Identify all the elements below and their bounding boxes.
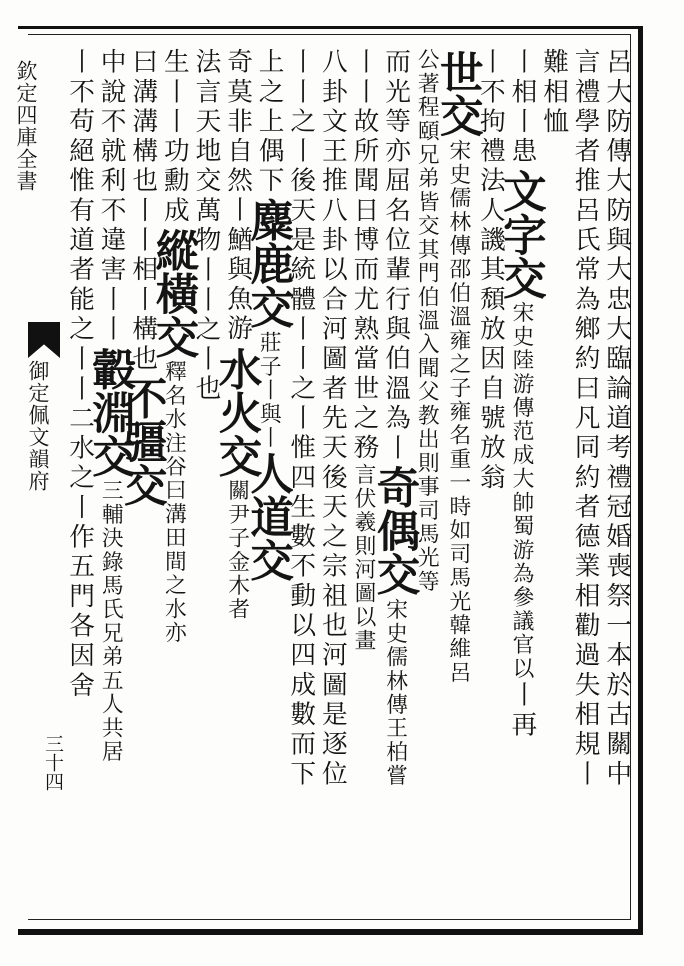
text-segment: 曰溝溝構也丨丨相丨構也 (127, 48, 158, 375)
headword: 轂淵交 (85, 346, 137, 478)
fishtail-margin (0, 30, 64, 930)
text-segment: 法言天地交萬物 (190, 48, 221, 256)
text-segment: 宋史儒林傳邵伯溫雍之子雍名重一時如司馬光韓維呂 (445, 138, 471, 685)
text-segment: 奇莫非自然 (222, 48, 253, 197)
fishtail-mark (28, 322, 60, 358)
text-segment: 言伏羲則河圖以畫 (351, 463, 377, 653)
text-segment: 丨丨故所聞日博而尤熟當世之務 (348, 48, 379, 464)
headword: 縱橫交 (148, 227, 200, 359)
page-number: 三十四 (42, 734, 64, 791)
text-segment: 宋史儒林傳王柏嘗 (382, 597, 408, 788)
headword: 水火交 (211, 346, 263, 478)
text-segment: 三輔決錄馬氏兄弟五人共居 (98, 479, 124, 764)
text-segment: 中說不就利不違害丨丨 (96, 48, 127, 345)
book-title: 欽定四庫全書 (14, 60, 38, 192)
text-column (59, 48, 99, 918)
text-segment: 丨不拘禮法人譏其頹放因自號放翁 (475, 48, 506, 493)
book-title-column (6, 60, 46, 320)
text-segment: 丨不苟絕惟有道者能之 (64, 48, 95, 345)
headword: 不彊交 (116, 376, 168, 507)
text-segment: 丨相丨患 (506, 48, 537, 167)
volume-title: 御定佩文韻府 (26, 360, 50, 492)
headword: 文字交 (495, 168, 547, 300)
text-segment: 丨 (380, 433, 411, 464)
text-segment: 丨鰌與魚游 (222, 196, 253, 345)
text-segment: 公著程頤兄弟皆交其門伯溫入聞父教出則事司馬光等 (414, 48, 440, 594)
text-segment: 八卦文王推八卦以合河圖者先天後天之宗祖也河圖是逐位 (317, 48, 348, 790)
text-segment: 言禮學者推呂氏常為鄉約曰凡同約者德業相勸過失相規丨 (570, 48, 601, 790)
text-segment: 宋史陸游傳范成大帥蜀游為參議官以 (509, 301, 535, 681)
text-segment: 丨丨之丨也 (190, 255, 221, 404)
headword: 麋鹿交 (243, 198, 295, 329)
text-segment: 而光等亦屈名位輩行與伯溫為 (380, 48, 411, 434)
text-segment: 關尹子金木者 (224, 479, 250, 622)
text-segment: 難相恤 (538, 48, 569, 137)
text-segment: 呂大防傳大防與大忠大臨論道考禮冠婚喪祭一本於古關中 (601, 48, 632, 790)
headword: 人道交 (243, 451, 295, 582)
headword: 奇偶交 (369, 465, 421, 596)
text-segment: 丨丨二水之丨作五門各因舍 (64, 344, 95, 701)
text-segment: 生丨丨功勳成 (159, 48, 190, 226)
headword: 世交 (432, 50, 484, 137)
text-segment: 釋名水注谷曰溝田間之水亦 (161, 360, 187, 646)
text-segment: 莊子丨與丨 (256, 330, 282, 450)
volume-title-column (18, 360, 58, 560)
text-segment: 丨再 (506, 680, 537, 740)
text-segment: 丨丨之丨後天是統體丨丨之丨惟四生數不動以四成數而下 (285, 48, 316, 790)
text-segment: 上之上偶下 (254, 48, 285, 197)
